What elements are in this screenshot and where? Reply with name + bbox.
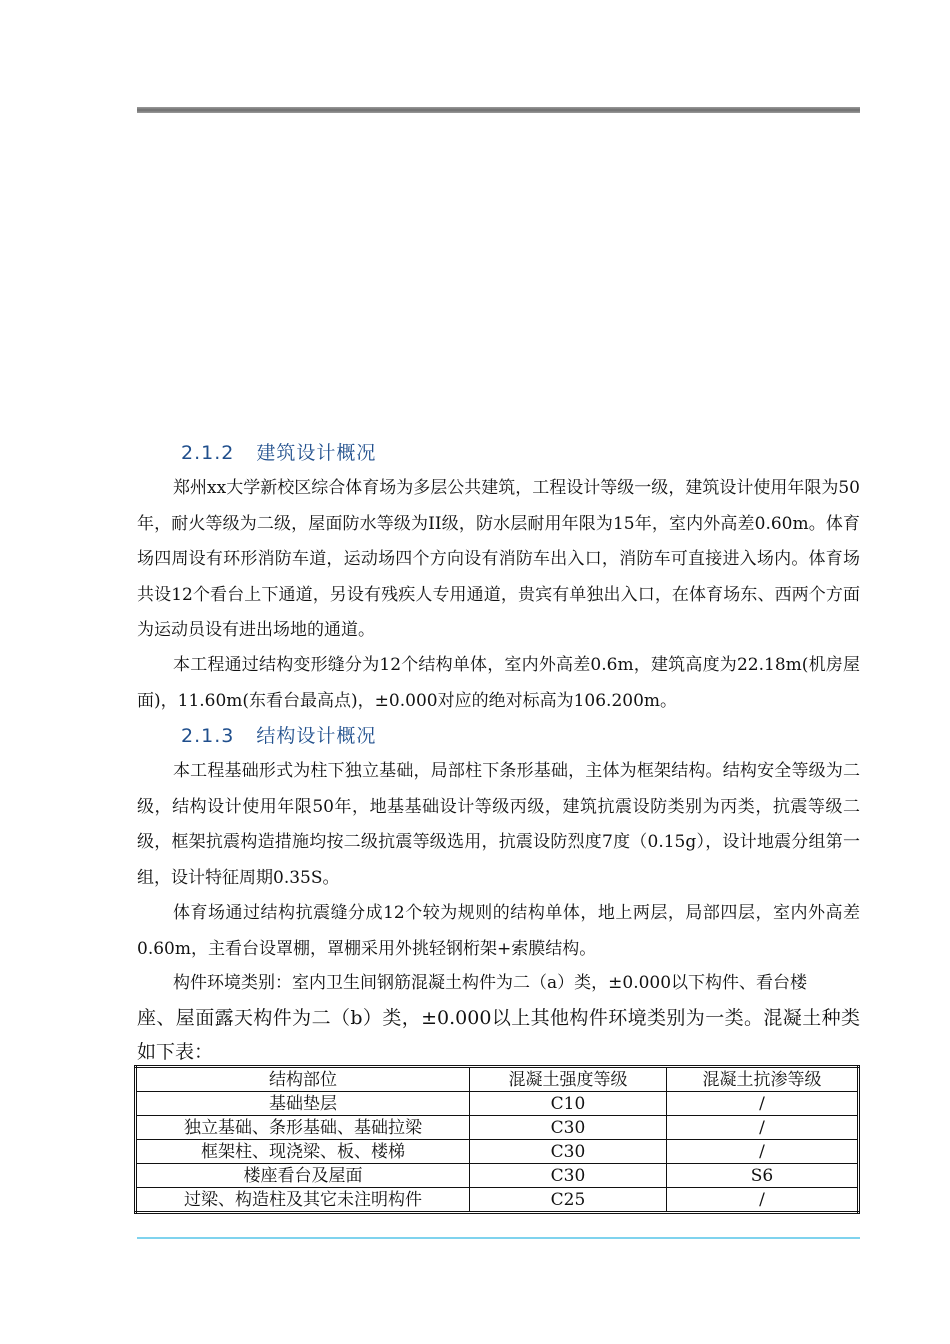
paragraph-environment-continued: 座、屋面露天构件为二（b）类，±0.000以上其他构件环境类别为一类。混凝土种类如下表： xyxy=(137,1007,860,1063)
section-heading-2-1-2 xyxy=(181,438,376,465)
table-cell: / xyxy=(667,1092,859,1116)
table-header-cell: 混凝土强度等级 xyxy=(470,1067,667,1092)
concrete-grade-table xyxy=(134,1065,860,1214)
paragraph-environment-intro: 构件环境类别：室内卫生间钢筋混凝土构件为二（a）类，±0.000以下构件、看台楼 xyxy=(173,973,808,993)
table-row xyxy=(136,1188,859,1213)
table-cell: C30 xyxy=(470,1116,667,1140)
table-cell: / xyxy=(667,1188,859,1213)
paragraph-seismic-joints: 体育场通过结构抗震缝分成12个较为规则的结构单体，地上两层，局部四层，室内外高差0.60m，主看台设罩棚，罩棚采用外挑轻钢桁架+索膜结构。 xyxy=(137,903,860,959)
section-number: 2.1.2 xyxy=(181,442,235,464)
table-cell: 基础垫层 xyxy=(136,1092,470,1116)
table-cell: C30 xyxy=(470,1164,667,1188)
table-cell: C10 xyxy=(470,1092,667,1116)
table-row xyxy=(136,1092,859,1116)
table-cell: C25 xyxy=(470,1188,667,1213)
table-cell: 框架柱、现浇梁、板、楼梯 xyxy=(136,1140,470,1164)
table-header-row xyxy=(136,1067,859,1092)
header-rule xyxy=(137,107,860,113)
section-number: 2.1.3 xyxy=(181,725,235,747)
section-title: 结构设计概况 xyxy=(256,725,377,747)
section-title: 建筑设计概况 xyxy=(256,442,377,464)
table-cell: / xyxy=(667,1116,859,1140)
paragraph-structural-overview: 本工程基础形式为柱下独立基础，局部柱下条形基础，主体为框架结构。结构安全等级为二级，结构设计使用年限50年，地基基础设计等级丙级，建筑抗震设防类别为丙类，抗震等级二级，框架抗震构造措施均按二级抗震等级选用，抗震设防烈度7度（0.15g），设计地震分组第一组，设计特征周期0.35S。 xyxy=(137,761,860,888)
section-heading-2-1-3 xyxy=(181,721,376,748)
table-header-cell: 结构部位 xyxy=(136,1067,470,1092)
paragraph-building-overview: 郑州xx大学新校区综合体育场为多层公共建筑，工程设计等级一级，建筑设计使用年限为50年，耐火等级为二级，屋面防水等级为II级，防水层耐用年限为15年，室内外高差0.60m。体育场四周设有环形消防车道，运动场四个方向设有消防车出入口，消防车可直接进入场内。体育场共设12个看台上下通道，另设有残疾人专用通道，贵宾有单独出入口，在体育场东、西两个方面为运动员设有进出场地的通道。 xyxy=(137,478,860,640)
table-cell: / xyxy=(667,1140,859,1164)
table-row xyxy=(136,1164,859,1188)
table-header-cell: 混凝土抗渗等级 xyxy=(667,1067,859,1092)
table-row xyxy=(136,1140,859,1164)
table-row xyxy=(136,1116,859,1140)
footer-rule xyxy=(137,1237,860,1239)
table-cell: 楼座看台及屋面 xyxy=(136,1164,470,1188)
table-cell: C30 xyxy=(470,1140,667,1164)
paragraph-structure-units: 本工程通过结构变形缝分为12个结构单体，室内外高差0.6m，建筑高度为22.18m(机房屋面)，11.60m(东看台最高点)，±0.000对应的绝对标高为106.200m。 xyxy=(137,655,860,711)
table-cell: S6 xyxy=(667,1164,859,1188)
table-cell: 过梁、构造柱及其它未注明构件 xyxy=(136,1188,470,1213)
table-cell: 独立基础、条形基础、基础拉梁 xyxy=(136,1116,470,1140)
